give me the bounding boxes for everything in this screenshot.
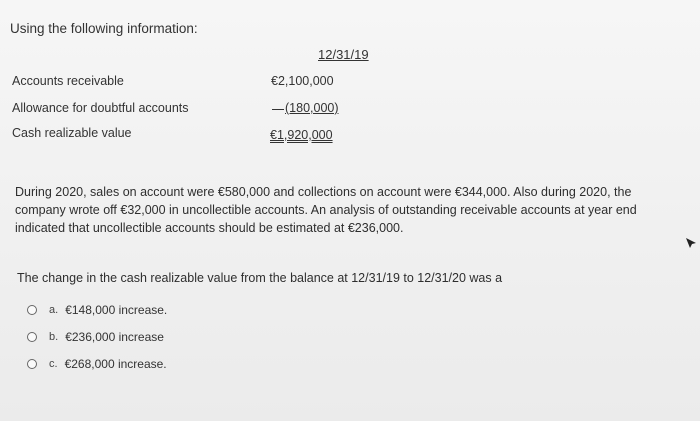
option-text-b: €236,000 increase <box>65 330 164 344</box>
row-label-cash-realizable: Cash realizable value <box>12 126 132 140</box>
option-c[interactable] <box>27 357 167 371</box>
date-column-header: 12/31/19 <box>318 47 369 62</box>
option-letter-a: a. <box>49 304 59 316</box>
row-value-cash-realizable: €1,920,000 <box>270 128 333 142</box>
row-value-accounts-receivable: €2,100,000 <box>271 74 334 88</box>
radio-button-b[interactable] <box>27 332 37 342</box>
mouse-cursor-icon <box>684 236 698 250</box>
intro-text: Using the following information: <box>10 21 198 36</box>
option-text-a: €148,000 increase. <box>65 303 168 317</box>
option-a[interactable] <box>27 303 167 317</box>
radio-button-c[interactable] <box>27 359 37 369</box>
row-label-accounts-receivable: Accounts receivable <box>12 74 124 88</box>
option-b[interactable] <box>27 330 164 344</box>
row-label-allowance: Allowance for doubtful accounts <box>12 101 189 115</box>
row-value-allowance <box>272 101 339 115</box>
scenario-paragraph: During 2020, sales on account were €580,000 and collections on account were €344,000. Also during 2020, the company wrote off €32,000 in uncollectible accounts. An analysis of outstanding receivable accounts at year end indicated that uncollectible accounts should be estimated at €236,000. <box>15 185 637 235</box>
option-letter-b: b. <box>49 331 59 343</box>
allowance-amount: (180,000) <box>285 101 339 115</box>
option-letter-c: c. <box>49 358 58 370</box>
question-text: The change in the cash realizable value from the balance at 12/31/19 to 12/31/20 was a <box>17 271 503 285</box>
option-text-c: €268,000 increase. <box>64 357 167 371</box>
radio-button-a[interactable] <box>27 305 37 315</box>
underline-lead <box>272 109 284 110</box>
